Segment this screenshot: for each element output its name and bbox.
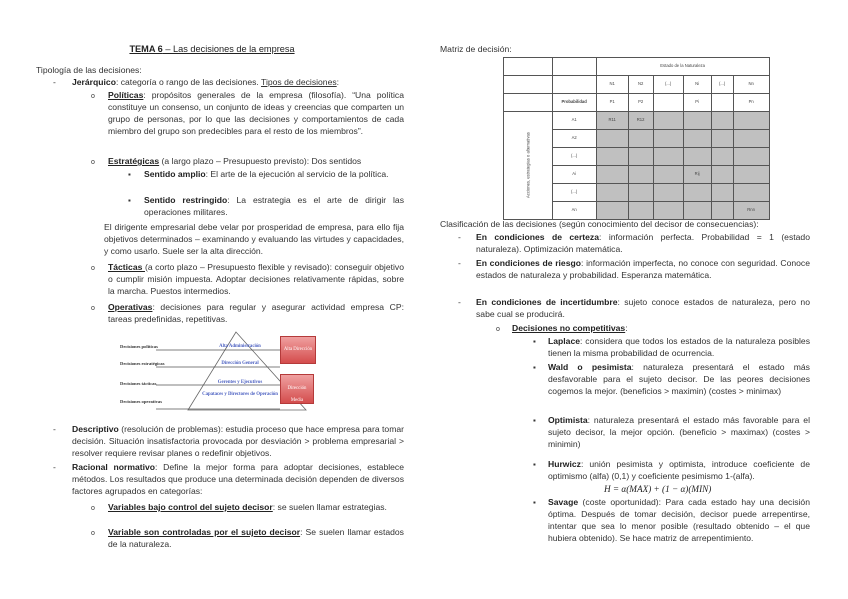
laplace-item: Laplace: considera que todos los estados de la naturaleza posibles tienen la misma probabilidad de ocurrencia. xyxy=(548,336,810,358)
hurwicz-formula: H = α(MAX) + (1 − α)(MIN) xyxy=(604,484,712,494)
circle-bullet: o xyxy=(496,326,500,333)
sentido-amplio-item: Sentido amplio: El arte de la ejecución al servicio de la política. xyxy=(144,169,389,179)
tier-label: Capataces y Directores de Operación xyxy=(202,392,278,397)
dash-bullet: - xyxy=(53,77,56,87)
variables-bajo-control-item: Variables bajo control del sujeto decisor: se suelen llamar estrategias. xyxy=(108,502,387,512)
dash-bullet: - xyxy=(53,424,56,434)
tier-label: Gerentes y Ejecutivos xyxy=(217,380,263,385)
square-bullet: ▪ xyxy=(128,196,131,205)
square-bullet: ▪ xyxy=(533,337,536,346)
operativas-item: Operativas: decisiones para regular y asegurar actividad empresa CP: tareas predefinidas, repetitivas. xyxy=(108,302,404,324)
level-label: Decisiones operativas xyxy=(120,399,162,404)
page-title: TEMA 6 – Las decisiones de la empresa xyxy=(129,44,295,54)
circle-bullet: o xyxy=(91,265,95,272)
square-bullet: ▪ xyxy=(533,460,536,469)
jerarquico-item: Jerárquico: categoría o rango de las decisiones. Tipos de decisiones: xyxy=(72,77,340,87)
tier-label: Dirección General xyxy=(221,361,259,366)
politicas-item: Políticas: propósitos generales de la empresa (filosofía). “Una política constituye un consenso, un conjunto de ideas y creencias que comparten un grupo de personas, por lo que las decisiones y comportamientos de cada miembro del grupo son predecibles para el resto de los miembros”. xyxy=(108,90,404,136)
square-bullet: ▪ xyxy=(533,498,536,507)
dash-bullet: - xyxy=(458,232,461,242)
direccion-media-box: Dirección Media xyxy=(280,374,314,404)
clasificacion-heading: Clasificación de las decisiones (según conocimiento del decisor de consecuencias): xyxy=(440,219,759,229)
estrategicas-item: Estratégicas (a largo plazo – Presupuesto previsto): Dos sentidos xyxy=(108,156,362,166)
square-bullet: ▪ xyxy=(533,416,536,425)
matrix-header: Estado de la Naturaleza xyxy=(596,58,769,76)
dirigente-paragraph: El dirigente empresarial debe velar por prosperidad de empresa, para ello fija objetivos determinados – examinando y evaluando las virtudes y capacidades, y como usarlo. Suele ser la alta dirección. xyxy=(104,222,404,256)
level-label: Decisiones tácticas xyxy=(120,381,157,386)
certeza-item: En condiciones de certeza: información perfecta. Probabilidad = 1 (estado naturaleza). Optimización matemática. xyxy=(476,232,810,254)
dash-bullet: - xyxy=(53,462,56,472)
square-bullet: ▪ xyxy=(533,363,536,372)
dash-bullet: - xyxy=(458,297,461,307)
incertidumbre-item: En condiciones de incertidumbre: sujeto conoce estados de naturaleza, pero no sabe cual se producirá. xyxy=(476,297,810,319)
level-label: Decisiones políticas xyxy=(120,344,158,349)
sentido-restringido-item: Sentido restringido: La estrategia es el arte de dirigir las operaciones militares. xyxy=(144,195,405,217)
circle-bullet: o xyxy=(91,93,95,100)
variables-no-control-item: Variable son controladas por el sujeto decisor: Se suelen llamar estados de la naturaleza. xyxy=(108,527,404,549)
riesgo-item: En condiciones de riesgo: información imperfecta, no conoce con seguridad. Conoce estados de naturaleza y probabilidad. Esperanza matemática. xyxy=(476,258,810,280)
decision-matrix-table: Estado de la Naturaleza N1 N2 (...) Ni (...) Nn Probabilidad P1 P2 Pi Pn Acciones, estrategias o alternativas A1 R11 R12 A2 (...) Ai Rij (...) An Rnn xyxy=(503,57,770,220)
optimista-item: Optimista: naturaleza presentará el estado más favorable para el sujeto decisor, la mejor opción. (beneficio > maximax) (costes > minimin) xyxy=(548,415,810,449)
tier-label: Alta Administración xyxy=(219,344,261,349)
tipologia-heading: Tipología de las decisiones: xyxy=(36,65,142,75)
wald-item: Wald o pesimista: naturaleza presentará el estado más desfavorable para el sujeto decisor. De las peores decisiones cogemos la mejor. (beneficios > maximin) (costes > minimax) xyxy=(548,362,810,396)
no-competitivas-heading: Decisiones no competitivas: xyxy=(512,323,628,333)
alta-direccion-box: Alta Dirección xyxy=(280,336,316,364)
hurwicz-item: Hurwicz: unión pesimista y optimista, introduce coeficiente de optimismo (alfa) (0,1) y coeficiente pesimismo 1-(alfa). xyxy=(548,459,810,481)
level-label: Decisiones estratégicas xyxy=(120,361,165,366)
circle-bullet: o xyxy=(91,305,95,312)
racional-normativo-item: Racional normativo: Define la mejor forma para adoptar decisiones, establece métodos. Los resultados que produce una determinada decisión dependen de diversos factores agrupados en categorías: xyxy=(72,462,404,496)
decision-pyramid-diagram xyxy=(120,330,320,412)
circle-bullet: o xyxy=(91,159,95,166)
circle-bullet: o xyxy=(91,505,95,512)
tacticas-item: Tácticas (a corto plazo – Presupuesto flexible y revisado): conseguir objetivo o cumplir misión impuesta. Adoptar decisiones relativamente rápidas, sobre la marcha. Puestos intermedios. xyxy=(108,262,404,296)
descriptivo-item: Descriptivo (resolución de problemas): estudia proceso que hace empresa para tomar decisión. Situación insatisfactoria provocada por desviación > problema empresarial > resolver requiere revisar planes o redefinir objetivos. xyxy=(72,424,404,458)
circle-bullet: o xyxy=(91,530,95,537)
matriz-heading: Matriz de decisión: xyxy=(440,44,512,54)
square-bullet: ▪ xyxy=(128,170,131,179)
savage-item: Savage (coste oportunidad): Para cada estado hay una decisión óptima. Después de tomar decisión, decisor puede arrepentirse, intentar que sea lo menor posible (resultado obtenido – el que hubiera obtenido). Se hace matriz de arrepentimiento. xyxy=(548,497,810,543)
matrix-side-label: Acciones, estrategias o alternativas xyxy=(504,112,553,220)
dash-bullet: - xyxy=(458,258,461,268)
